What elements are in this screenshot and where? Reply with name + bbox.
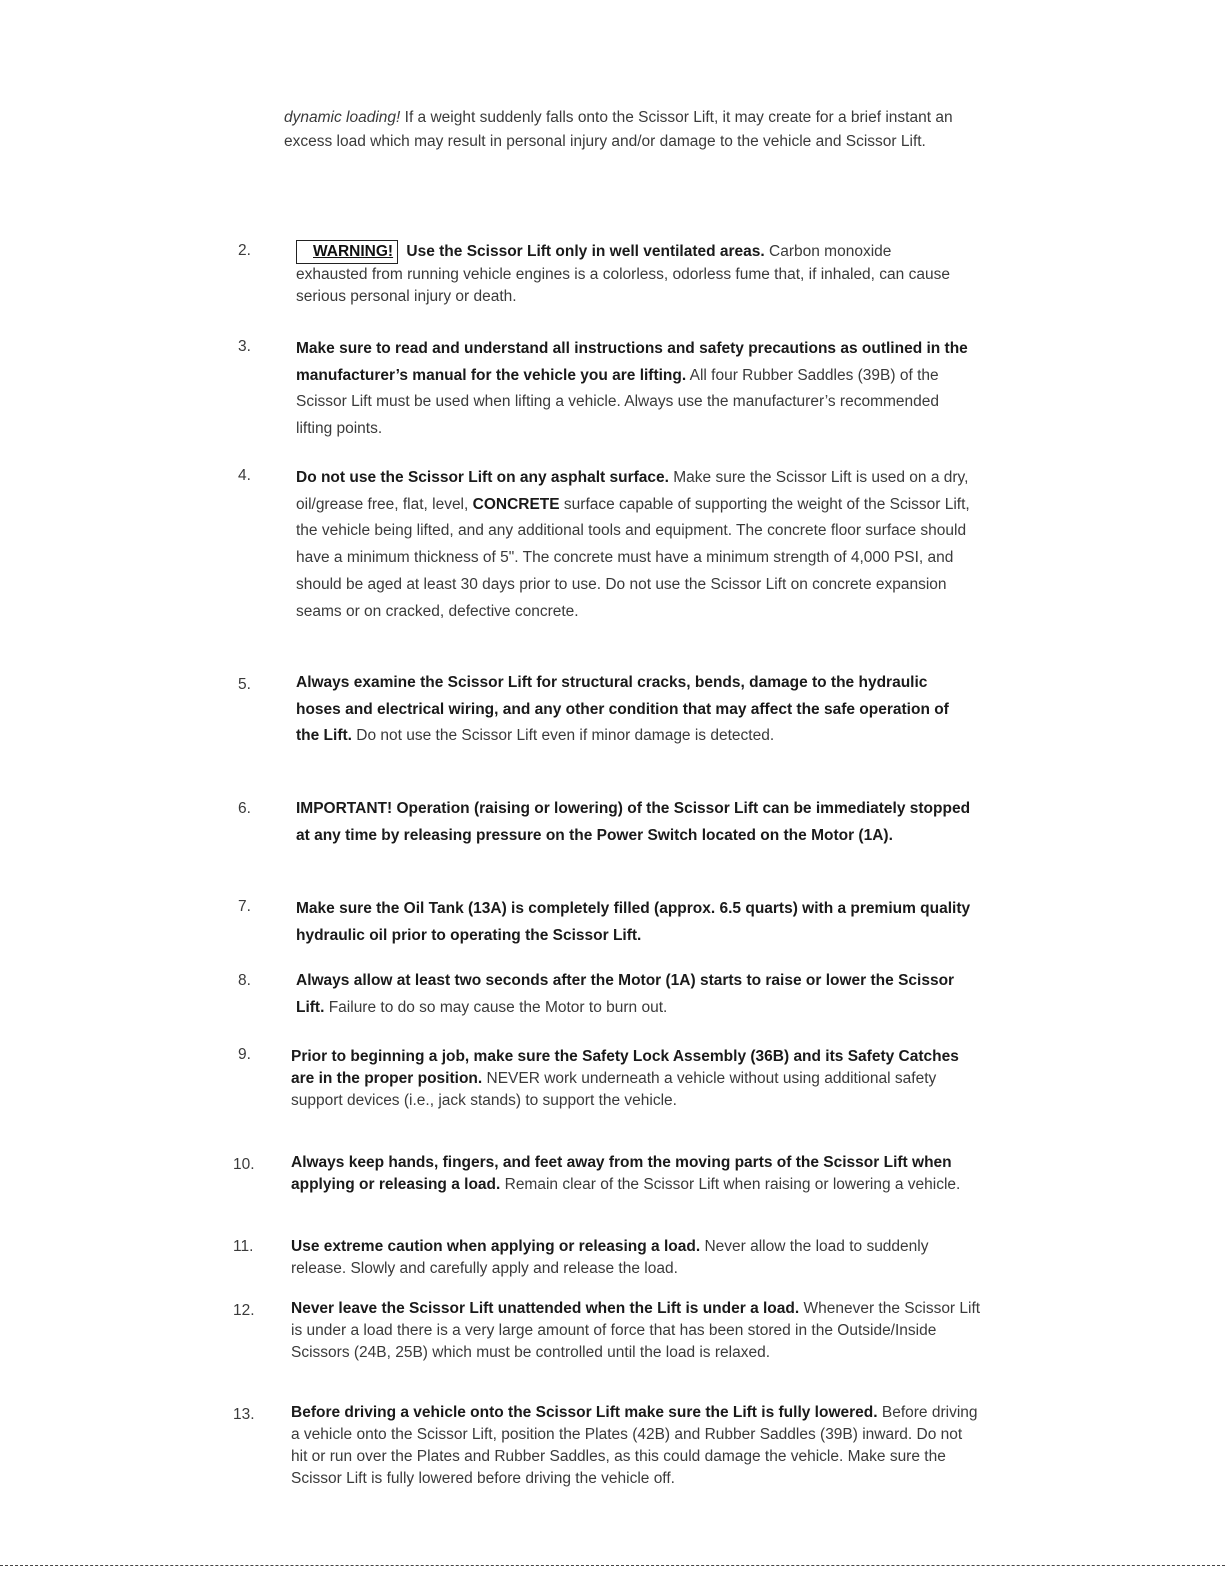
- item-number: 13.: [233, 1406, 255, 1423]
- item-bold: Do not use the Scissor Lift on any asphalt surface.: [296, 469, 669, 486]
- item-bold: Make sure to read and understand all instructions and safety precautions as outlined in the manufacturer’s manual for the vehicle you are lifting.: [296, 340, 968, 384]
- item-text: Whenever the Scissor Lift is under a load there is a very large amount of force that has been stored in the Outside/Inside Scissors (24B, 25B) which must be controlled until the load is relaxed.: [291, 1300, 981, 1361]
- item-bold: IMPORTANT! Operation (raising or lowering) of the Scissor Lift can be immediately stopped at any time by releasing pressure on the Power Switch located on the Motor (1A).: [296, 800, 971, 844]
- warning-label: WARNING!: [296, 240, 398, 264]
- page-bottom-border: [0, 1565, 1225, 1566]
- item-text-2: surface capable of supporting the weight of the Scissor Lift, the vehicle being lifted, and any additional tools and equipment. The concrete floor surface should have a minimum thickness of 5". The concrete must have a minimum strength of 4,000 PSI, and should be aged at least 30 days prior to use. Do not use the Scissor Lift on concrete expansion seams or on cracked, defective concrete.: [296, 495, 970, 620]
- item-text: Never allow the load to suddenly release. Slowly and carefully apply and release the load.: [291, 1238, 929, 1277]
- item-number: 10.: [233, 1156, 255, 1173]
- item-bold: Make sure the Oil Tank (13A) is completely filled (approx. 6.5 quarts) with a premium quality hydraulic oil prior to operating the Scissor Lift.: [296, 900, 971, 944]
- item-text: All four Rubber Saddles (39B) of the Scissor Lift must be used when lifting a vehicle. Always use the manufacturer’s recommended lifting points.: [296, 366, 939, 438]
- item-number: 3.: [238, 338, 251, 355]
- item-bold-concrete: CONCRETE: [472, 495, 560, 513]
- item-body: [291, 1046, 981, 1112]
- item-bold: Before driving a vehicle onto the Scissor Lift make sure the Lift is fully lowered.: [291, 1404, 878, 1421]
- item-bold: Always examine the Scissor Lift for structural cracks, bends, damage to the hydraulic hoses and electrical wiring, and any other condition that may affect the safe operation of the Lift.: [296, 674, 949, 745]
- item-text: Before driving a vehicle onto the Scissor Lift, position the Plates (42B) and Rubber Saddles (39B) inward. Do not hit or run over the Plates and Rubber Saddles, as this could damage the vehicle. Make sure the Scissor Lift is fully lowered before driving the vehicle off.: [291, 1404, 978, 1487]
- item-number: 7.: [238, 898, 251, 915]
- intro-paragraph: [284, 106, 974, 154]
- item-number: 4.: [238, 467, 251, 484]
- item-text: Carbon monoxide exhausted from running vehicle engines is a colorless, odorless fume that, if inhaled, can cause serious personal injury or death.: [296, 243, 950, 305]
- item-number: 12.: [233, 1302, 255, 1319]
- item-bold: Use the Scissor Lift only in well ventilated areas.: [406, 243, 765, 260]
- item-bold: Prior to beginning a job, make sure the Safety Lock Assembly (36B) and its Safety Catches are in the proper position.: [291, 1048, 959, 1087]
- intro-text: If a weight suddenly falls onto the Scissor Lift, it may create for a brief instant an excess load which may result in personal injury and/or damage to the vehicle and Scissor Lift.: [284, 109, 953, 150]
- item-body: [291, 1402, 981, 1490]
- item-body: [296, 796, 971, 849]
- item-body: [291, 1298, 981, 1364]
- item-number: 5.: [238, 676, 251, 693]
- item-body: [296, 968, 971, 1021]
- item-text: Do not use the Scissor Lift even if minor damage is detected.: [351, 727, 775, 745]
- item-body: [291, 1152, 981, 1196]
- item-bold: Always allow at least two seconds after the Motor (1A) starts to raise or lower the Scissor Lift.: [296, 972, 955, 1016]
- item-number: 6.: [238, 800, 251, 817]
- item-number: 2.: [238, 242, 251, 259]
- intro-italic: dynamic loading!: [284, 109, 401, 126]
- item-body: [291, 1236, 981, 1280]
- item-number: 11.: [233, 1238, 254, 1255]
- item-body: [296, 670, 971, 750]
- item-body: [296, 336, 971, 443]
- item-text: Make sure the Scissor Lift is used on a dry, oil/grease free, flat, level,: [296, 469, 969, 513]
- item-body: [296, 896, 971, 949]
- item-bold: Always keep hands, fingers, and feet away from the moving parts of the Scissor Lift when applying or releasing a load.: [291, 1154, 952, 1193]
- item-body: [296, 240, 956, 308]
- item-text: Failure to do so may cause the Motor to burn out.: [324, 998, 668, 1016]
- item-text: NEVER work underneath a vehicle without using additional safety support devices (i.e., jack stands) to support the vehicle.: [291, 1070, 937, 1109]
- item-bold: Never leave the Scissor Lift unattended when the Lift is under a load.: [291, 1300, 800, 1317]
- item-text: Remain clear of the Scissor Lift when raising or lowering a vehicle.: [500, 1176, 961, 1193]
- item-number: 9.: [238, 1046, 251, 1063]
- item-bold: Use extreme caution when applying or releasing a load.: [291, 1238, 701, 1255]
- item-body: [296, 465, 971, 625]
- item-number: 8.: [238, 972, 251, 989]
